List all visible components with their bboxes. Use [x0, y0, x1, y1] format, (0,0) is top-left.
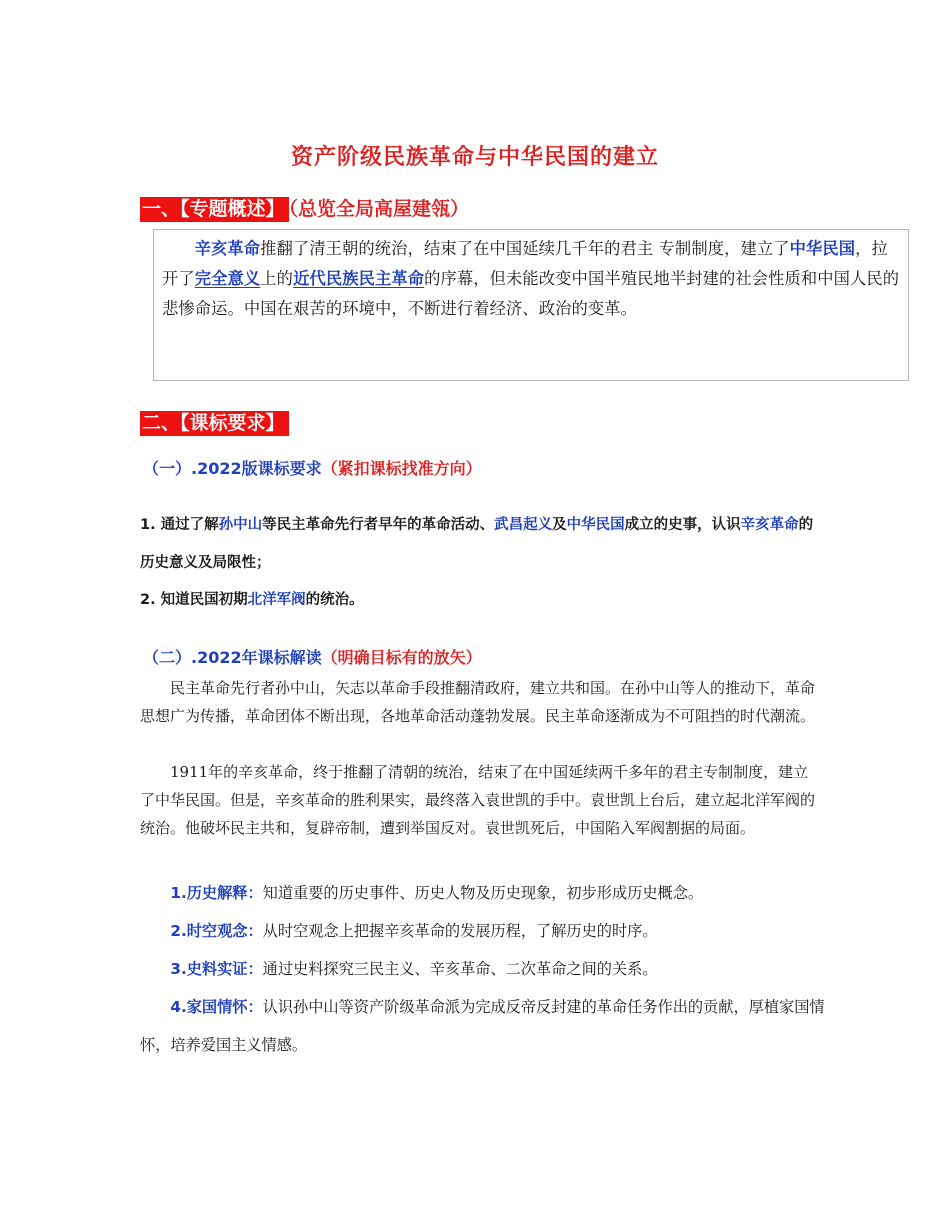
interpretation-paragraph-2: 1911年的辛亥革命，终于推翻了清朝的统治，结束了在中国延续两千多年的君主专制制度，建立了中华民国。但是，辛亥革命的胜利果实，最终落入袁世凯的手中。袁世凯上台后，建立起北洋军阀的统治。他破坏民主共和，复辟帝制，遭到举国反对。袁世凯死后，中国陷入军阀割据的局面。	[140, 763, 816, 837]
literacy-item-2: 2.时空观念：从时空观念上把握辛亥革命的发展历程，了解历史的时序。	[170, 922, 658, 940]
part1-note: （紧扣课标找准方向）	[321, 459, 482, 478]
keyword-wuchang: 武昌起义	[494, 517, 553, 533]
keyword-minguo: 中华民国	[566, 517, 625, 533]
requirement-item-1: 1. 通过了解孙中山等民主革命先行者早年的革命活动、武昌起义及中华民国成立的史事，认识辛亥革命的历史意义及局限性；	[140, 517, 814, 571]
keyword-xinhai-2: 辛亥革命	[740, 517, 799, 533]
literacy-item-4: 4.家国情怀：认识孙中山等资产阶级革命派为完成反帝反封建的革命任务作出的贡献，厚植家国情怀，培养爱国主义情感。	[140, 998, 825, 1054]
literacy-item-1: 1.历史解释：知道重要的历史事件、历史人物及历史现象，初步形成历史概念。	[170, 884, 704, 902]
literacy-list	[140, 874, 830, 1064]
part1-heading: （一）.2022版课标要求（紧扣课标找准方向）	[143, 459, 482, 478]
keyword-xinhai: 辛亥革命	[194, 239, 261, 258]
requirement-item-2: 2. 知道民国初期北洋军阀的统治。	[140, 592, 364, 608]
literacy-item-3: 3.史料实证：通过史料探究三民主义、辛亥革命、二次革命之间的关系。	[170, 960, 658, 978]
keyword-sun-zhongshan: 孙中山	[218, 517, 263, 533]
part2-heading: （二）.2022年课标解读（明确目标有的放矢）	[143, 648, 482, 667]
section2-heading-label: 二、【课标要求】	[140, 411, 289, 436]
overview-box	[153, 229, 909, 381]
section2-heading	[140, 408, 289, 435]
section1-subheading: （总览全局高屋建瓴）	[288, 198, 470, 220]
section1-heading-label: 一、【专题概述】	[140, 197, 289, 222]
page-title: 资产阶级民族革命与中华民国的建立	[290, 145, 659, 170]
part2-note: （明确目标有的放矢）	[321, 648, 482, 667]
keyword-beiyang: 北洋军阀	[247, 592, 306, 608]
overview-text: 辛亥革命推翻了清王朝的统治，结束了在中国延续几千年的君主 专制制度，建立了中华民国，拉开了完全意义上的近代民族民主革命的序幕，但未能改变中国半殖民地半封建的社会性质和中国人民的悲惨命运。中国在艰苦的环境中，不断进行着经济、政治的变革。	[162, 239, 900, 318]
interpretation-paragraph-1: 民主革命先行者孙中山，矢志以革命手段推翻清政府，建立共和国。在孙中山等人的推动下，革命思想广为传播，革命团体不断出现，各地革命活动蓬勃发展。民主革命逐渐成为不可阻挡的时代潮流。	[140, 679, 816, 725]
section1-heading	[140, 194, 469, 221]
keyword-zhonghua-minguo: 中华民国	[789, 239, 856, 258]
keyword-jindai-geming: 近代民族民主革命	[293, 269, 425, 288]
keyword-wanquan-yiyi: 完全意义	[194, 269, 261, 288]
